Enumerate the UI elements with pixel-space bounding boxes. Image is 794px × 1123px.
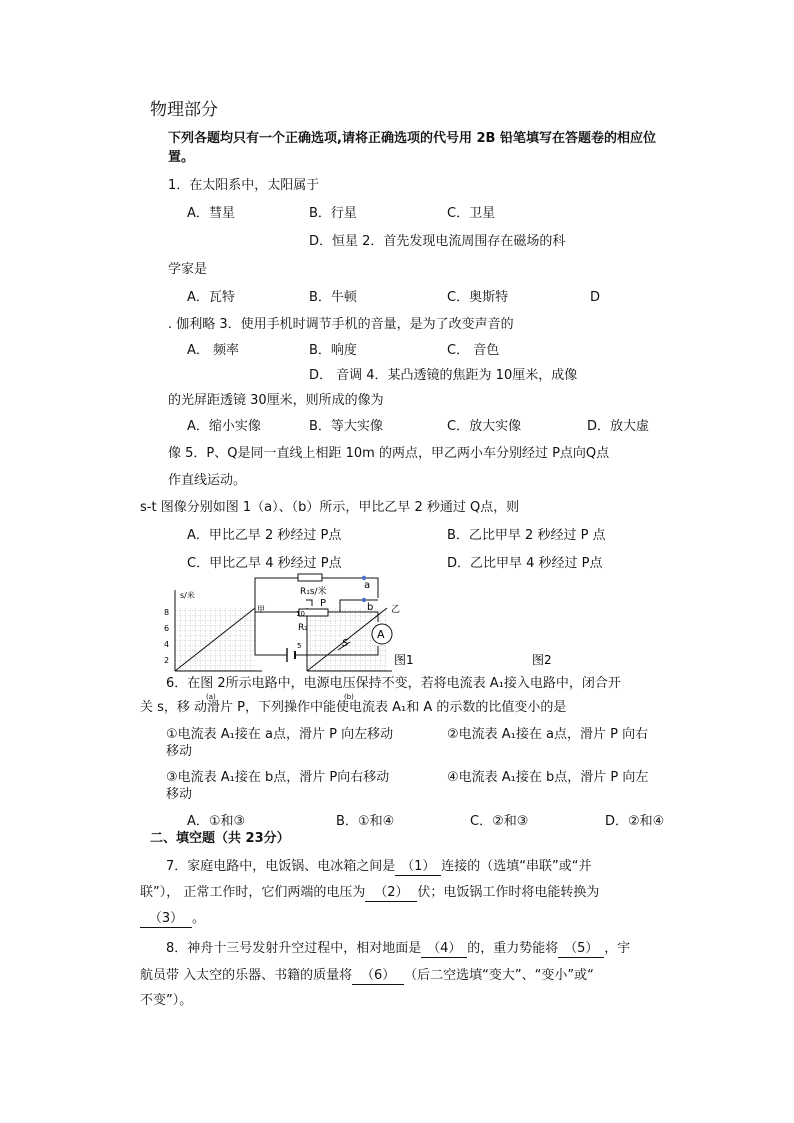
- q5-option-d: D．乙比甲早 4 秒经过 P点: [447, 556, 603, 571]
- blank-1: （1）: [395, 859, 441, 876]
- r2-label: R₂: [298, 623, 308, 633]
- blank-6: （6）: [352, 968, 404, 985]
- q6-choice-2: ②电流表 A₁接在 a点，滑片 P 向右: [447, 727, 649, 742]
- q2-stem-cont: 学家是: [168, 262, 208, 277]
- q2-option-d: D: [590, 290, 601, 305]
- node-a-label: a: [364, 580, 371, 591]
- q2-option-a: A．瓦特: [187, 290, 235, 305]
- q4-option-b: B．等大实像: [309, 419, 383, 434]
- q5-st-graph-text: s-t 图像分别如图 1（a）、（b）所示，甲比乙早 2 秒通过 Q点，则: [140, 500, 520, 515]
- q2-option-c: C．奥斯特: [447, 290, 509, 305]
- y-axis-label: s/米: [180, 591, 195, 600]
- q6-stem-line-1: 6．在图 2所示电路中，电源电压保持不变，若将电流表 A₁接入电路中，闭合开: [166, 676, 621, 691]
- chart-a-series-label: 甲: [257, 605, 265, 614]
- q4-option-a: A．缩小实像: [187, 419, 261, 434]
- q2-option-d-q3-stem: . 伽利略 3．使用手机时调节手机的音量，是为了改变声音的: [168, 317, 514, 332]
- q6-option-c: C．②和③: [470, 814, 529, 829]
- q8-text-2: 的，重力势能将: [467, 941, 559, 956]
- instructions-line-2: 置。: [168, 150, 195, 165]
- y-tick-2: 2: [164, 656, 170, 665]
- tick-5: 5: [297, 642, 302, 650]
- tick-10: 10: [296, 610, 305, 618]
- q8-text-4: 航员带 入太空的乐器、书籍的质量将: [140, 968, 353, 983]
- figure-2-caption: 图2: [532, 653, 552, 667]
- instructions-line-1: 下列各题均只有一个正确选项,请将正确选项的代号用 2B 铅笔填写在答题卷的相应位: [168, 131, 656, 146]
- q3-option-d-q4-stem: D． 音调 4．某凸透镜的焦距为 10厘米，成像: [309, 368, 578, 383]
- q1-option-a: A．彗星: [187, 206, 235, 221]
- slider-p-label: P: [320, 598, 327, 609]
- q6-choice-3: ③电流表 A₁接在 b点，滑片 P向右移动: [166, 770, 390, 785]
- section-title: 物理部分: [150, 100, 218, 120]
- q7-line-1: [166, 859, 592, 876]
- q3-option-b: B．响度: [309, 343, 357, 358]
- q8-text-1: 8．神舟十三号发射升空过程中，相对地面是: [166, 941, 422, 956]
- q8-line-3: 不变”）。: [140, 993, 193, 1008]
- q5-option-c: C．甲比乙早 4 秒经过 P点: [187, 556, 342, 571]
- chart-b-series-label: 乙: [391, 605, 401, 615]
- r1-label: R₁s/米: [300, 587, 327, 597]
- blank-4: （4）: [421, 941, 467, 958]
- y-tick-8: 8: [164, 608, 170, 617]
- q5-stem-cont: 作直线运动。: [168, 473, 247, 488]
- blank-3: （3）: [140, 911, 192, 928]
- q7-text-3: 联”）， 正常工作时，它们两端的电压为: [140, 885, 366, 900]
- resistor-r1: [298, 574, 322, 581]
- q8-text-5: （后二空选填“变大”、“变小”或“: [404, 968, 594, 983]
- q5-option-b: B．乙比甲早 2 秒经过 P 点: [447, 528, 606, 543]
- q7-text-5: 。: [192, 911, 206, 926]
- switch-s-label: S: [342, 638, 349, 649]
- y-tick-4: 4: [164, 640, 170, 649]
- q7-text-1: 7．家庭电路中，电饭锅、电冰箱之间是: [166, 859, 396, 874]
- q4-option-c: C．放大实像: [447, 419, 522, 434]
- q6-choice-1: ①电流表 A₁接在 a点，滑片 P 向左移动: [166, 727, 394, 742]
- node-b-dot: [362, 598, 366, 602]
- q6-stem-line-2: 关 s，移 动滑片 P，下列操作中能使电流表 A₁和 A 的示数的比值变小的是: [140, 700, 567, 715]
- q6-option-a: A．①和③: [187, 814, 246, 829]
- node-b-label: b: [367, 602, 374, 613]
- q8-line-1: [166, 941, 630, 958]
- q7-line-3: [140, 911, 205, 928]
- q1-option-b: B．行星: [309, 206, 357, 221]
- ammeter-label: A: [377, 628, 385, 641]
- figure-1-caption: 图1: [394, 653, 414, 667]
- y-tick-6: 6: [164, 624, 170, 633]
- q7-text-4: 伏；电饭锅工作时将电能转换为: [417, 885, 600, 900]
- q4-option-d: D．放大虚: [587, 419, 650, 434]
- blank-2: （2）: [365, 885, 417, 902]
- q4-option-d-q5-stem: 像 5．P、Q是同一直线上相距 10m 的两点，甲乙两小车分别经过 P点向Q点: [168, 446, 610, 461]
- subfig-a-label: (a): [206, 693, 216, 701]
- q6-option-b: B．①和④: [336, 814, 395, 829]
- section-2-heading: 二、填空题（共 23分）: [150, 831, 290, 846]
- q7-text-2: 连接的（选填“串联”或“并: [441, 859, 592, 874]
- q3-option-a: A． 频率: [187, 343, 240, 358]
- q1-stem: 1．在太阳系中，太阳属于: [168, 178, 320, 193]
- q6-choice-2-cont: 移动: [166, 744, 193, 759]
- q8-text-3: ，宇: [604, 941, 631, 956]
- q8-line-2: [140, 968, 594, 985]
- q3-option-c: C． 音色: [447, 343, 500, 358]
- q6-choice-4-cont: 移动: [166, 787, 193, 802]
- q1-option-c: C．卫星: [447, 206, 496, 221]
- blank-5: （5）: [558, 941, 604, 958]
- q4-stem-cont: 的光屏距透镜 30厘米，则所成的像为: [168, 393, 384, 408]
- q1-option-d-q2-stem: D．恒星 2．首先发现电流周围存在磁场的科: [309, 234, 566, 249]
- q6-choice-4: ④电流表 A₁接在 b点，滑片 P 向左: [447, 770, 649, 785]
- q2-option-b: B．牛顿: [309, 290, 357, 305]
- q6-option-d: D．②和④: [605, 814, 665, 829]
- q5-option-a: A．甲比乙早 2 秒经过 P点: [187, 528, 342, 543]
- q7-line-2: [140, 885, 599, 902]
- subfig-b-label: (b): [344, 693, 354, 701]
